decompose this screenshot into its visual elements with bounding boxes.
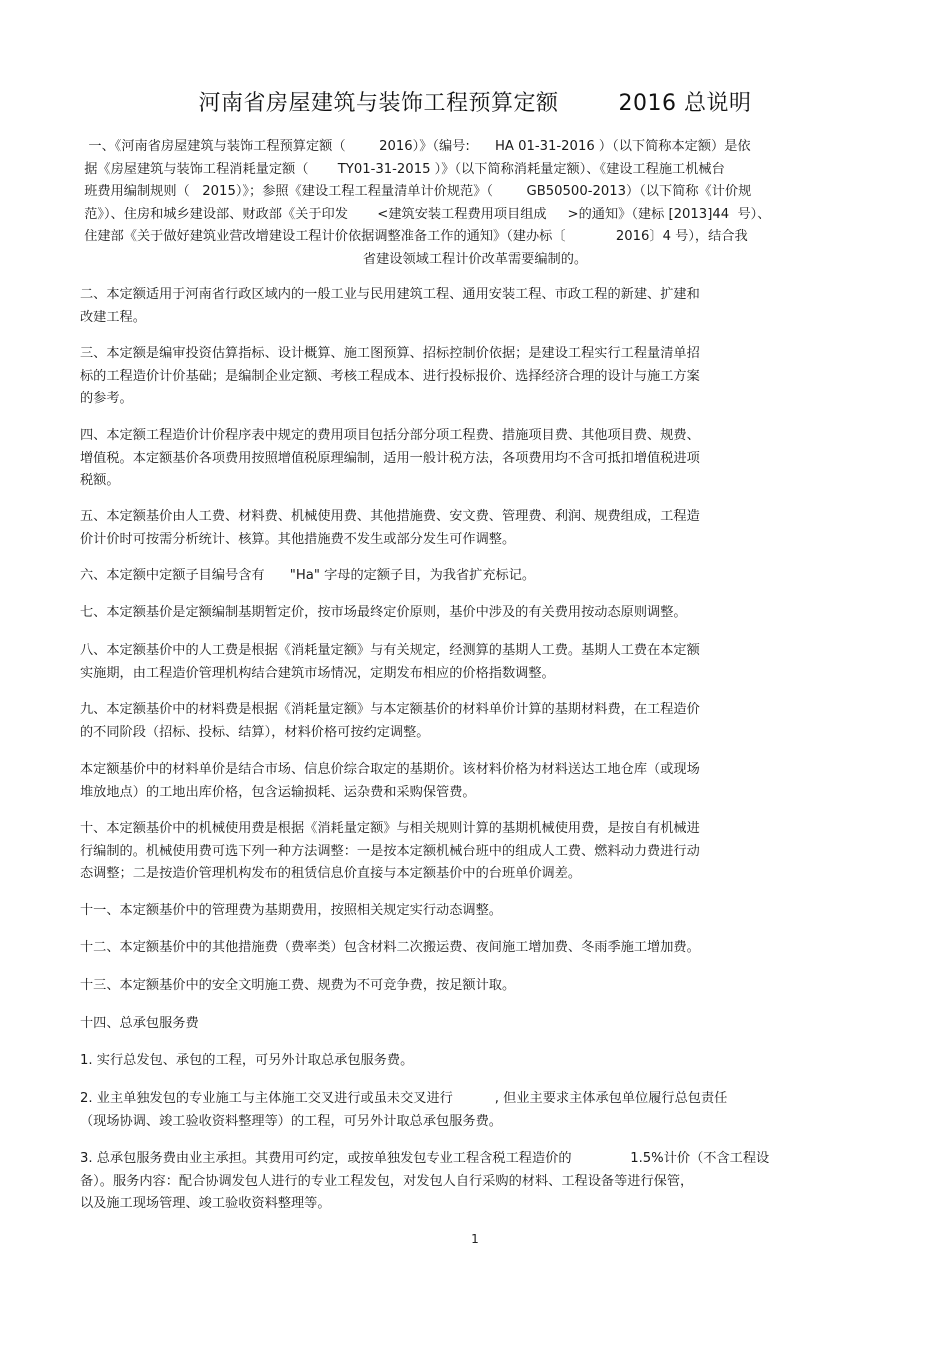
section-1-line: 省建设领域工程计价改革需要编制的。 bbox=[362, 251, 588, 267]
section-2 bbox=[80, 284, 870, 329]
section-1-line: 住建部《关于做好建筑业营改增建设工程计价依据调整准备工作的通知》（建办标〔 2016〕4 号），结合我 bbox=[80, 229, 748, 244]
section-10-line: 行编制的。机械使用费可选下列一种方法调整：一是按本定额机械台班中的组成人工费、燃料动力费进行动 bbox=[80, 843, 700, 859]
section-8-line: 八、本定额基价中的人工费是根据《消耗量定额》与有关规定，经测算的基期人工费。基期人工费在本定额 bbox=[80, 643, 700, 658]
section-12 bbox=[80, 937, 870, 960]
section-14-item-2 bbox=[80, 1088, 870, 1133]
section-9-line: 的不同阶段（招标、投标、结算），材料价格可按约定调整。 bbox=[80, 724, 430, 740]
section-1 bbox=[80, 136, 870, 271]
section-14-item-2-line: 2. 业主单独发包的专业施工与主体施工交叉进行或虽未交叉进行 , 但业主要求主体承包单位履行总包责任 bbox=[80, 1091, 728, 1106]
section-9-line: 九、本定额基价中的材料费是根据《消耗量定额》与本定额基价的材料单价计算的基期材料费，在工程造价 bbox=[80, 702, 700, 717]
section-14 bbox=[80, 1013, 870, 1036]
section-3-line: 标的工程造价计价基础；是编制企业定额、考核工程成本、进行投标报价、选择经济合理的设计与施工方案 bbox=[80, 368, 700, 384]
section-8 bbox=[80, 640, 870, 685]
section-6-line: 六、本定额中定额子目编号含有 "Ha" 字母的定额子目，为我省扩充标记。 bbox=[80, 568, 536, 583]
section-1-line: 班费用编制规则（ 2015）》；参照《建设工程工程量清单计价规范》（ GB50500-2013）（以下简称《计价规 bbox=[80, 184, 752, 199]
section-14-item-3-line: 3. 总承包服务费由业主承担。其费用可约定，或按单独发包专业工程含税工程造价的 1.5%计价（不含工程设 bbox=[80, 1151, 770, 1166]
section-9b-line: 堆放地点）的工地出库价格，包含运输损耗、运杂费和采购保管费。 bbox=[80, 784, 476, 800]
section-5-line: 价计价时可按需分析统计、核算。其他措施费不发生或部分发生可作调整。 bbox=[80, 531, 516, 547]
section-3-line: 的参考。 bbox=[80, 391, 133, 406]
section-10 bbox=[80, 818, 870, 886]
section-7-line: 七、本定额基价是定额编制基期暂定价，按市场最终定价原则，基价中涉及的有关费用按动态原则调整。 bbox=[80, 605, 687, 620]
page-number: 1 bbox=[471, 1232, 479, 1246]
section-2-line: 二、本定额适用于河南省行政区域内的一般工业与民用建筑工程、通用安装工程、市政工程的新建、扩建和 bbox=[80, 287, 700, 302]
section-13 bbox=[80, 975, 870, 998]
section-11 bbox=[80, 900, 870, 923]
section-14-item-3-line: 以及施工现场管理、竣工验收资料整理等。 bbox=[80, 1196, 331, 1211]
section-4-line: 税额。 bbox=[80, 473, 120, 488]
section-10-line: 十、本定额基价中的机械使用费是根据《消耗量定额》与相关规则计算的基期机械使用费，是按自有机械进 bbox=[80, 821, 700, 836]
section-1-line: 范》）、住房和城乡建设部、财政部《关于印发 <建筑安装工程费用项目组成 >的通知》（建标 [2013]44 号）、 bbox=[80, 206, 771, 222]
section-9 bbox=[80, 699, 870, 744]
section-13-line: 十三、本定额基价中的安全文明施工费、规费为不可竞争费，按足额计取。 bbox=[80, 978, 516, 993]
section-1-line: 一、《河南省房屋建筑与装饰工程预算定额（ 2016）》（编号: HA 01-31-2016 ）（以下简称本定额）是依 bbox=[80, 139, 751, 154]
section-4 bbox=[80, 425, 870, 493]
document-title: 河南省房屋建筑与装饰工程预算定额 2016 总说明 bbox=[198, 91, 752, 116]
section-5-line: 五、本定额基价由人工费、材料费、机械使用费、其他措施费、安文费、管理费、利润、规费组成，工程造 bbox=[80, 509, 700, 524]
section-14-heading: 十四、总承包服务费 bbox=[80, 1016, 199, 1031]
section-14-item-3 bbox=[80, 1148, 870, 1216]
section-6 bbox=[80, 565, 870, 588]
section-7 bbox=[80, 602, 870, 625]
section-11-line: 十一、本定额基价中的管理费为基期费用，按照相关规定实行动态调整。 bbox=[80, 903, 502, 918]
section-10-line: 态调整；二是按造价管理机构发布的租赁信息价直接与本定额基价中的台班单价调差。 bbox=[80, 866, 582, 881]
section-12-line: 十二、本定额基价中的其他措施费（费率类）包含材料二次搬运费、夜间施工增加费、冬雨季施工增加费。 bbox=[80, 940, 700, 955]
section-3 bbox=[80, 343, 870, 411]
section-4-line: 增值税。本定额基价各项费用按照增值税原理编制，适用一般计税方法，各项费用均不含可抵扣增值税进项 bbox=[80, 450, 700, 466]
section-14-item-1 bbox=[80, 1050, 870, 1073]
section-2-line: 改建工程。 bbox=[80, 309, 146, 325]
section-1-line: 据《房屋建筑与装饰工程消耗量定额（ TY01-31-2015 ）》（以下简称消耗量定额）、《建设工程施工机械台 bbox=[80, 161, 725, 177]
section-4-line: 四、本定额工程造价计价程序表中规定的费用项目包括分部分项工程费、措施项目费、其他项目费、规费、 bbox=[80, 428, 700, 443]
section-14-item-3-line: 备）。服务内容：配合协调发包人进行的专业工程发包，对发包人自行采购的材料、工程设备等进行保管， bbox=[80, 1173, 694, 1189]
section-5 bbox=[80, 506, 870, 551]
section-8-line: 实施期，由工程造价管理机构结合建筑市场情况，定期发布相应的价格指数调整。 bbox=[80, 665, 555, 681]
section-9-material-price bbox=[80, 759, 870, 804]
section-9b-line: 本定额基价中的材料单价是结合市场、信息价综合取定的基期价。该材料价格为材料送达工地仓库（或现场 bbox=[80, 762, 700, 777]
section-14-item-2-line: （现场协调、竣工验收资料整理等）的工程，可另外计取总承包服务费。 bbox=[80, 1113, 502, 1129]
section-14-item-1-line: 1. 实行总发包、承包的工程，可另外计取总承包服务费。 bbox=[80, 1053, 414, 1068]
section-3-line: 三、本定额是编审投资估算指标、设计概算、施工图预算、招标控制价依据；是建设工程实行工程量清单招 bbox=[80, 346, 700, 361]
